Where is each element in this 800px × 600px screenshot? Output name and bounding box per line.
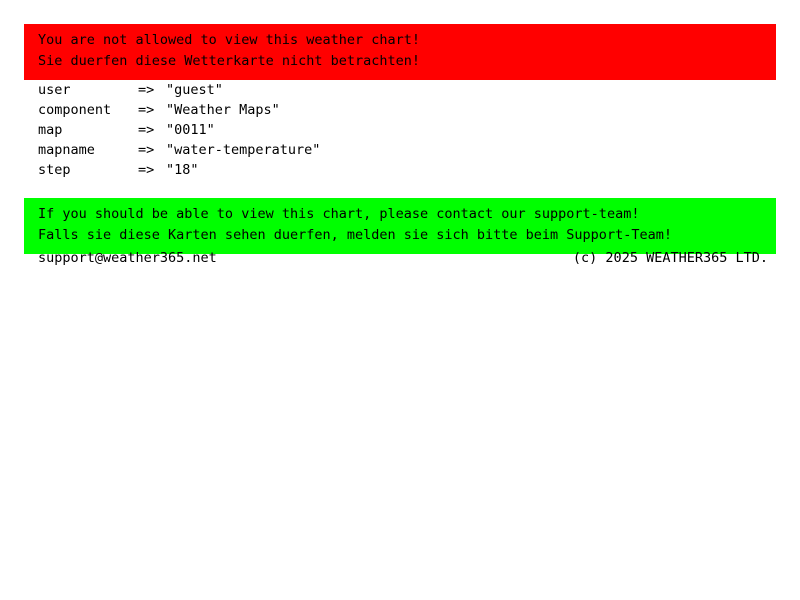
parameter-row <box>38 100 738 120</box>
parameter-row <box>38 160 738 180</box>
parameter-row <box>38 120 738 140</box>
support-email-link[interactable]: support@weather365.net <box>38 250 217 266</box>
parameter-list <box>38 80 738 180</box>
parameter-arrow: => <box>138 102 155 118</box>
copyright-text: (c) 2025 WEATHER365 LTD. <box>572 250 768 266</box>
support-banner-line-en: If you should be able to view this chart, please contact our support-team! <box>38 206 640 222</box>
parameter-value: "water-temperature" <box>166 142 321 158</box>
error-banner-line-de: Sie duerfen diese Wetterkarte nicht betrachten! <box>38 53 421 69</box>
support-banner-line-de: Falls sie diese Karten sehen duerfen, melden sie sich bitte beim Support-Team! <box>38 227 672 243</box>
parameter-arrow: => <box>138 142 155 158</box>
parameter-row <box>38 140 738 160</box>
parameter-value: "0011" <box>166 122 215 138</box>
parameter-value: "18" <box>166 162 199 178</box>
parameter-key: user <box>38 82 71 98</box>
footer <box>38 250 768 266</box>
parameter-arrow: => <box>138 82 155 98</box>
parameter-arrow: => <box>138 122 155 138</box>
parameter-key: component <box>38 102 112 118</box>
parameter-key: mapname <box>38 142 95 158</box>
parameter-key: map <box>38 122 63 138</box>
parameter-arrow: => <box>138 162 155 178</box>
parameter-row <box>38 80 738 100</box>
parameter-key: step <box>38 162 71 178</box>
parameter-value: "guest" <box>166 82 223 98</box>
error-banner-line-en: You are not allowed to view this weather chart! <box>38 32 421 48</box>
support-banner <box>24 198 776 254</box>
parameter-value: "Weather Maps" <box>166 102 280 118</box>
error-banner <box>24 24 776 80</box>
